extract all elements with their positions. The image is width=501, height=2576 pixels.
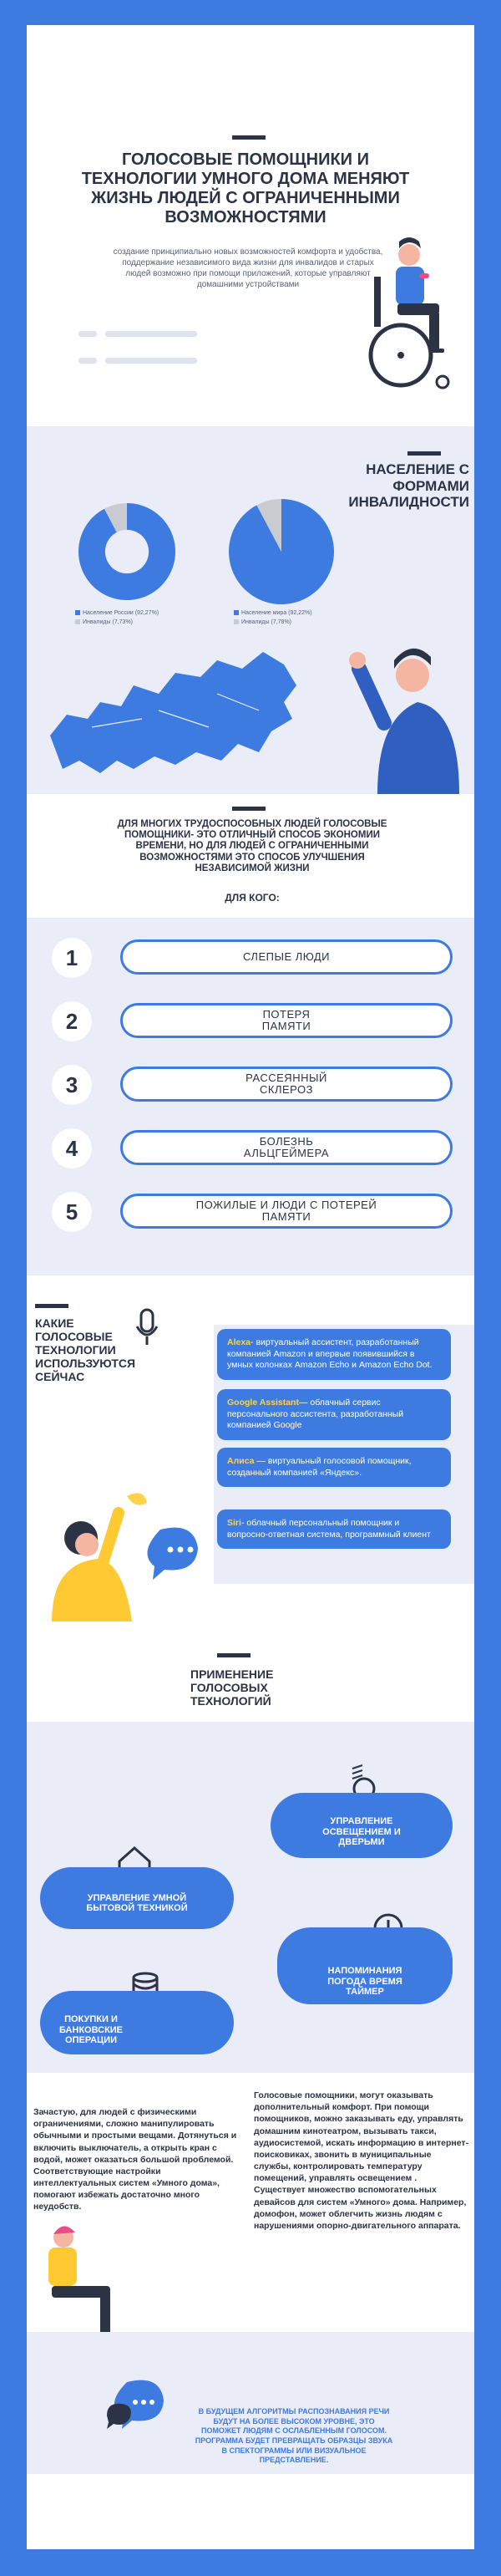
donut-hole <box>105 530 149 573</box>
number-2: 2 <box>52 1001 92 1041</box>
text-block-left: Зачастую, для людей с физическими ограничениями, сложно манипулировать обычными и простыми вещами. Дотянуться и включить выключатель, а открыть кран с водой, может оказаться большой проблемой. Соответствующие настройки интеллектуальных систем «Умного дома», помогают избежать достаточно много неудобств. <box>33 2107 237 2212</box>
legend-item-disabled: Инвалиды (7,73%) <box>75 618 159 627</box>
for-whom-list <box>27 918 474 1275</box>
legend-item-population: Население мира (92,22%) <box>234 608 312 618</box>
item-elderly: ПОЖИЛЫЕ И ЛЮДИ С ПОТЕРЕЙ ПАМЯТИ <box>120 1194 453 1229</box>
card-alexa: Alexa- виртуальный ассистент, разработанный компанией Amazon и впервые появившийся в умных колонках Amazon Echo и Amazon Echo Dot. <box>217 1329 451 1380</box>
app-lighting-doors: УПРАВЛЕНИЕ ОСВЕЩЕНИЕМ И ДВЕРЬМИ <box>271 1793 453 1858</box>
number-5: 5 <box>52 1192 92 1232</box>
page-title: ГОЛОСОВЫЕ ПОМОЩНИКИ И ТЕХНОЛОГИИ УМНОГО ДОМА МЕНЯЮТ ЖИЗНЬ ЛЮДЕЙ С ОГРАНИЧЕННЫМИ ВОЗМОЖНОСТЯМИ <box>81 150 410 227</box>
item-multiple-sclerosis: РАССЕЯННЫЙ СКЛЕРОЗ <box>120 1067 453 1102</box>
chart-world <box>227 497 336 606</box>
app-shopping-banking: ПОКУПКИ И БАНКОВСКИЕ ОПЕРАЦИИ <box>40 1991 234 2054</box>
chat-bubbles-illustration <box>102 2365 177 2441</box>
for-whom-label: ДЛЯ КОГО: <box>225 892 280 904</box>
number-1: 1 <box>52 938 92 978</box>
legend-item-disabled: Инвалиды (7,78%) <box>234 618 312 627</box>
legend-item-population: Население России (92,27%) <box>75 608 159 618</box>
card-google-assistant: Google Assistant— облачный сервис персонального ассистента, разработанный компанией Google <box>217 1389 451 1440</box>
text-block-right: Голосовые помощники, могут оказывать дополнительный комфорт. При помощи помощников, можно заказывать еду, управлять домашним кинотеатром, вызывать такси, аудиосистемой, искать информацию в интернет- поисковиках, звонить в муниципальные службы, контролировать температуру помещений, управлять освещением . Существует множество вспомогательных девайсов для систем «Умного» дома. Например, домофон, может облегчить жизнь людям с нарушениями опорно-двигательного аппарата. <box>254 2090 469 2231</box>
item-blind-people: СЛЕПЫЕ ЛЮДИ <box>120 939 453 975</box>
placeholder-lines <box>78 326 197 368</box>
for-whom-divider <box>232 807 266 811</box>
seated-person-illustration <box>33 2219 125 2344</box>
applications-title: ПРИМЕНЕНИЕ ГОЛОСОВЫХ ТЕХНОЛОГИЙ <box>190 1667 274 1708</box>
item-memory-loss: ПОТЕРЯ ПАМЯТИ <box>120 1003 453 1038</box>
app-smart-appliances: УПРАВЛЕНИЕ УМНОЙ БЫТОВОЙ ТЕХНИКОЙ <box>40 1867 234 1929</box>
card-siri: Siri- облачный персональный помощник и вопросно-ответная система, программный клиент <box>217 1509 451 1549</box>
tech-title: КАКИЕ ГОЛОСОВЫЕ ТЕХНОЛОГИИ ИСПОЛЬЗУЮТСЯ СЕЙЧАС <box>35 1316 136 1384</box>
applications-divider <box>217 1653 250 1657</box>
number-3: 3 <box>52 1065 92 1105</box>
for-whom-intro: ДЛЯ МНОГИХ ТРУДОСПОСОБНЫХ ЛЮДЕЙ ГОЛОСОВЫЕ ПОМОЩНИКИ- ЭТО ОТЛИЧНЫЙ СПОСОБ ЭКОНОМИИ ВРЕМЕНИ, НО ДЛЯ ЛЮДЕЙ С ОГРАНИЧЕННЫМИ ВОЗМОЖНОСТЯМИ ЭТО СПОСОБ УЛУЧШЕНИЯ НЕЗАВИСИМОЙ ЖИЗНИ <box>117 819 387 873</box>
person-raising-hand-illustration <box>336 635 469 794</box>
future-text: В БУДУЩЕМ АЛГОРИТМЫ РАСПОЗНАВАНИЯ РЕЧИ БУДУТ НА БОЛЕЕ ВЫСОКОМ УРОВНЕ, ЭТО ПОМОЖЕТ ЛЮДЯМ С ОСЛАБЛЕННЫМ ГОЛОСОМ. ПРОГРАММА БУДЕТ ПРЕВРАЩАТЬ ОБРАЗЦЫ ЗВУКА В СПЕКТОГРАММЫ ИЛИ ВИЗУАЛЬНОЕ ПРЕДСТАВЛЕНИЕ. <box>195 2407 393 2465</box>
chart-world-legend <box>234 608 312 627</box>
chart-russia <box>77 501 177 602</box>
chart-russia-legend <box>75 608 159 627</box>
wheelchair-person-illustration <box>352 230 461 397</box>
number-4: 4 <box>52 1128 92 1168</box>
header-subtitle: создание принципиально новых возможностей комфорта и удобства, поддержание независимого вида жизни для инвалидов и старых людей возможно при помощи приложений, которые управляют домашними устройствами <box>113 247 383 289</box>
microphone-icon <box>135 1308 159 1350</box>
population-divider <box>407 451 441 456</box>
infographic-frame <box>27 25 474 2549</box>
tech-divider <box>35 1304 68 1308</box>
app-reminders: НАПОМИНАНИЯ ПОГОДА ВРЕМЯ ТАЙМЕР <box>277 1927 453 2004</box>
item-alzheimer: БОЛЕЗНЬ АЛЬЦГЕЙМЕРА <box>120 1130 453 1165</box>
population-title: НАСЕЛЕНИЕ С ФОРМАМИ ИНВАЛИДНОСТИ <box>348 461 469 511</box>
card-alice: Алиса — виртуальный голосовой помощник, созданный компанией «Яндекс». <box>217 1448 451 1487</box>
woman-speaking-illustration <box>35 1479 210 1621</box>
population-section <box>27 426 474 794</box>
russia-map-illustration <box>42 635 309 786</box>
future-panel <box>27 2332 474 2474</box>
header-divider <box>232 135 266 140</box>
